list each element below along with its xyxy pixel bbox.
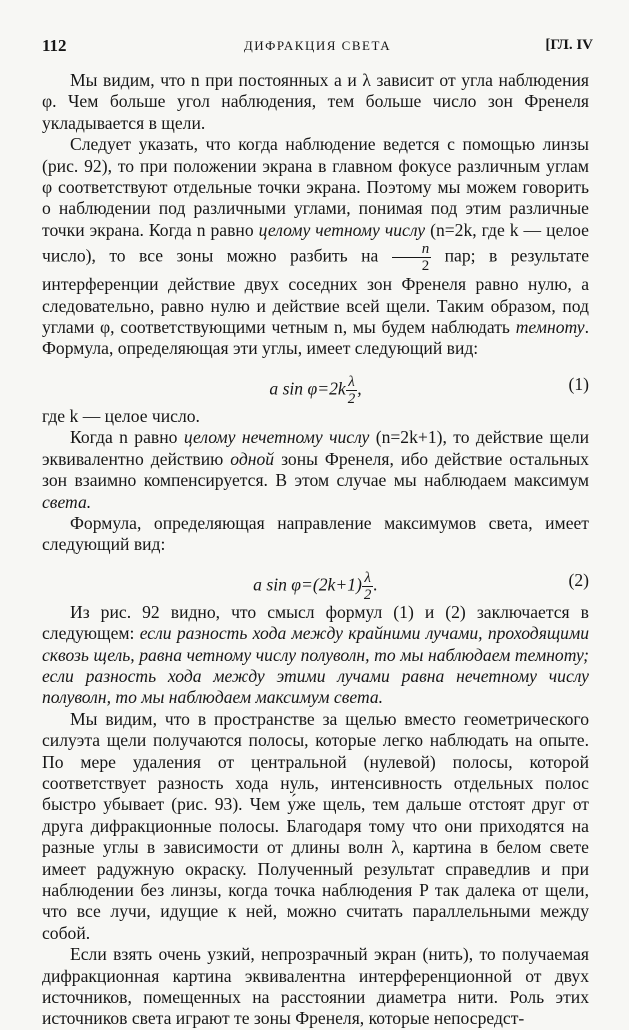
eq2-left: a sin φ=(2k+1) — [253, 574, 362, 595]
eq1-tail: , — [357, 378, 362, 399]
p2-text-b: (n=2k, где k — целое число), то все зоны можно разбить на — [42, 219, 589, 266]
eq2-numerator: λ — [362, 570, 374, 587]
p3-text-b: (n=2k+1), то действие щели эквивалентно действию — [42, 427, 589, 469]
paragraph-5 — [42, 602, 589, 709]
eq2-tail: . — [373, 574, 378, 595]
equation-2-number: (2) — [568, 569, 589, 590]
p3-text-c: зоны Френеля, ибо действие остальных зон взаимно компенсируется. В этом случае мы наблюдаем максимум — [42, 448, 589, 491]
p2-emphasis-darkness: темноту — [515, 317, 585, 338]
p5-text: Из рис. 92 видно, что смысл формул (1) и (2) заключается в следующем: — [42, 601, 589, 644]
eq2-denominator: 2 — [363, 586, 372, 603]
p2-text-c: пар; в результате интерференции действие двух соседних зон Френеля равно нулю, а следовательно, равно нулю и действие всей щели. Таким образом, под углами φ, соответствующими четным n, мы будем наблюдать — [42, 245, 590, 338]
paragraph-after-eq1: где k — целое число. — [42, 405, 200, 426]
equation-1 — [42, 364, 589, 407]
p3-emphasis-light: света. — [42, 491, 92, 512]
p2-text-d: . Формула, определяющая эти углы, имеет следующий вид: — [42, 317, 589, 359]
paragraph-7: Если взять очень узкий, непрозрачный экран (нить), то получаемая дифракционная картина эквивалентна интерференционной от двух источников, помещенных на расстоянии диаметра нити. Роль этих источников света играют те зоны Френеля, которые непосредст- — [42, 944, 589, 1029]
section-label: [ГЛ. IV — [545, 37, 593, 53]
equation-2-body — [42, 570, 589, 603]
page-body — [42, 70, 589, 1030]
fraction-denominator: 2 — [421, 258, 430, 275]
equation-2 — [42, 560, 589, 603]
equation-1-body — [42, 374, 589, 407]
p2-text-a: Следует указать, что когда наблюдение ведется с помощью линзы (рис. 92), то при положении экрана в главном фокусе различным углам φ соответствуют отдельные точки экрана. Поэтому мы можем говорить о наблюдении под различными углами, понимая под этим различные точки экрана. Когда n равно — [42, 134, 589, 240]
p3-text-a: Когда n равно — [70, 427, 178, 448]
p2-emphasis-even: целому четному числу — [258, 219, 426, 240]
p3-emphasis-odd: целому нечетному числу — [183, 427, 370, 448]
eq1-left: a sin φ=2k — [269, 378, 346, 399]
paragraph-2 — [42, 134, 589, 360]
paragraph-6: Мы видим, что в пространстве за щелью вместо геометрического силуэта щели получаются полосы, которые легко наблюдать на опыте. По мере удаления от центральной (нулевой) полосы, которой соответствует разность хода нуль, интенсивность отдельных полос быстро убывает (рис. 93). Чем у́же щель, тем дальше отстоят друг от друга дифракционные полосы. Благодаря тому что они приходятся на разные углы в зависимости от длины волн λ, картина в белом свете имеет радужную окраску. Полученный результат справедлив и при наблюдении без линзы, когда точка наблюдения P так далека от щели, что все лучи, идущие к ней, можно считать параллельными между собой. — [42, 708, 589, 943]
chapter-title: ДИФРАКЦИЯ СВЕТА — [243, 38, 392, 53]
equation-1-number: (1) — [568, 373, 589, 394]
p5-emphasis: если разность хода между крайними лучами, проходящими сквозь щель, равна четному числу полуволн, то мы наблюдаем темноту; если разность хода между этими лучами равна нечетному числу полуволн, то мы наблюдаем максимум света. — [42, 623, 589, 708]
page-number: 112 — [42, 36, 67, 55]
paragraph-1: Мы видим, что n при постоянных a и λ зависит от угла наблюдения φ. Чем больше угол наблюдения, тем больше число зон Френеля укладывается в щели. — [42, 70, 589, 133]
eq2-fraction — [362, 570, 374, 603]
fraction-numerator: n — [392, 241, 432, 258]
eq1-denominator: 2 — [347, 390, 356, 407]
paragraph-4: Формула, определяющая направление максимумов света, имеет следующий вид: — [42, 512, 589, 555]
p3-emphasis-one: одной — [230, 448, 275, 469]
running-header — [42, 36, 593, 58]
eq1-fraction — [346, 374, 358, 407]
paragraph-3 — [42, 427, 589, 513]
fraction-n-over-2 — [392, 241, 432, 274]
eq1-numerator: λ — [346, 374, 358, 391]
